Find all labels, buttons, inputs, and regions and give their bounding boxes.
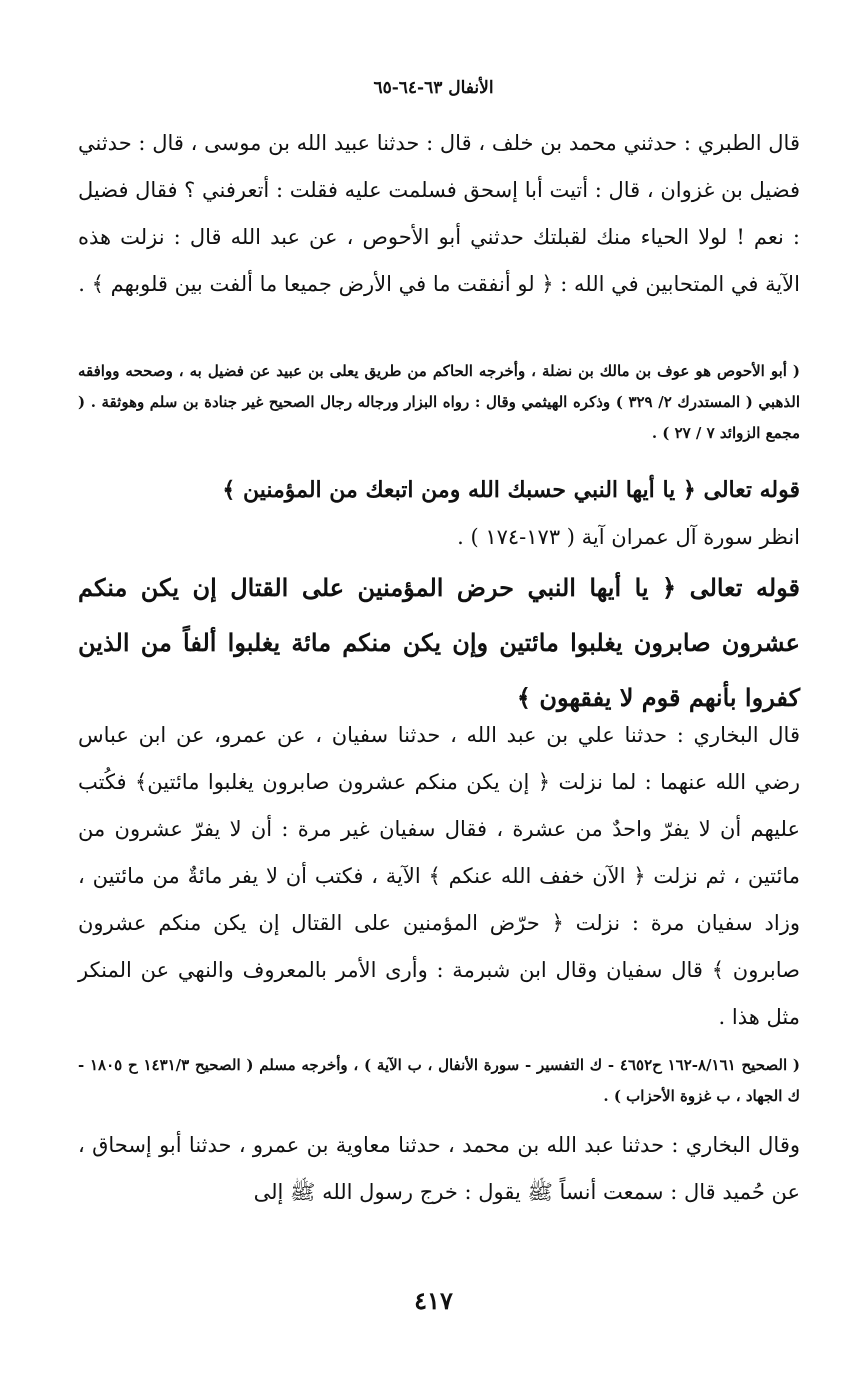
paragraph-tabari-narration: قال الطبري : حدثني محمد بن خلف ، قال : حدثنا عبيد الله بن موسى ، قال : حدثني فضيل بن غزوان ، قال : أتيت أبا إسحق فسلمت عليه فقلت : أتعرفني ؟ فقال فضيل : نعم ! لولا الحياء منك لقبلتك حدثني أبو الأحوص ، عن عبد الله قال : نزلت هذه الآية في المتحابين في الله : ﴿ لو أنفقت ما في الأرض جميعا ما ألفت بين قلوبهم ﴾ . xyxy=(78,131,800,296)
footnote-sahih-reference: ( الصحيح ٨/١٦١-١٦٢ ح٤٦٥٢ - ك التفسير - سورة الأنفال ، ب الآية ) ، وأخرجه مسلم ( الصحيح ١٤٣١/٣ ح ١٨٠٥ - ك الجهاد ، ب غزوة الأحزاب ) . xyxy=(78,1056,800,1105)
running-header: الأنفال ٦٣-٦٤-٦٥ xyxy=(373,78,494,98)
paragraph-bukhari-ibn-abbas: قال البخاري : حدثنا علي بن عبد الله ، حدثنا سفيان ، عن عمرو، عن ابن عباس رضي الله عنهما : لما نزلت ﴿ إن يكن منكم عشرون صابرون يغلبوا مائتين﴾ فكُتب عليهم أن لا يفرّ واحدٌ من عشرة ، فقال سفيان غير مرة : أن لا يفرّ عشرون من مائتين ، ثم نزلت ﴿ الآن خفف الله عنكم ﴾ الآية ، فكتب أن لا يفر مائةٌ من مائتين ، وزاد سفيان مرة : نزلت ﴿ حرّض المؤمنين على القتال إن يكن منكم عشرون صابرون ﴾ قال سفيان وقال ابن شبرمة : وأرى الأمر بالمعروف والنهي عن المنكر مثل هذا . xyxy=(78,723,800,1029)
page-number: ٤١٧ xyxy=(414,1286,453,1315)
footnote-abu-al-ahwas: ( أبو الأحوص هو عوف بن مالك بن نضلة ، وأخرجه الحاكم من طريق يعلى بن عبيد عن فضيل به ، وصححه ووافقه الذهبي ( المستدرك ٢/ ٣٢٩ ) وذكره الهيثمي وقال : رواه البزار ورجاله رجال الصحيح غير جنادة بن سلم وهوثقة . ( مجمع الزوائد ٧ / ٢٧ ) . xyxy=(78,362,800,442)
verse-heading-harrid-al-muminin: قوله تعالى ﴿ يا أيها النبي حرض المؤمنين على القتال إن يكن منكم عشرون صابرون يغلبوا مائتين وإن يكن منكم مائة يغلبوا ألفاً من الذين كفروا بأنهم قوم لا يفقهون ﴾ xyxy=(78,573,800,712)
paragraph-bukhari-anas: وقال البخاري : حدثنا عبد الله بن محمد ، حدثنا معاوية بن عمرو ، حدثنا أبو إسحاق ، عن حُميد قال : سمعت أنساً ﷺ يقول : خرج رسول الله ﷺ إلى xyxy=(78,1133,800,1204)
verse-heading-hasbuka-allah: قوله تعالى ﴿ يا أيها النبي حسبك الله ومن اتبعك من المؤمنين ﴾ xyxy=(222,477,800,503)
paragraph-see-al-imran: انظر سورة آل عمران آية ( ١٧٣-١٧٤ ) . xyxy=(457,525,800,549)
